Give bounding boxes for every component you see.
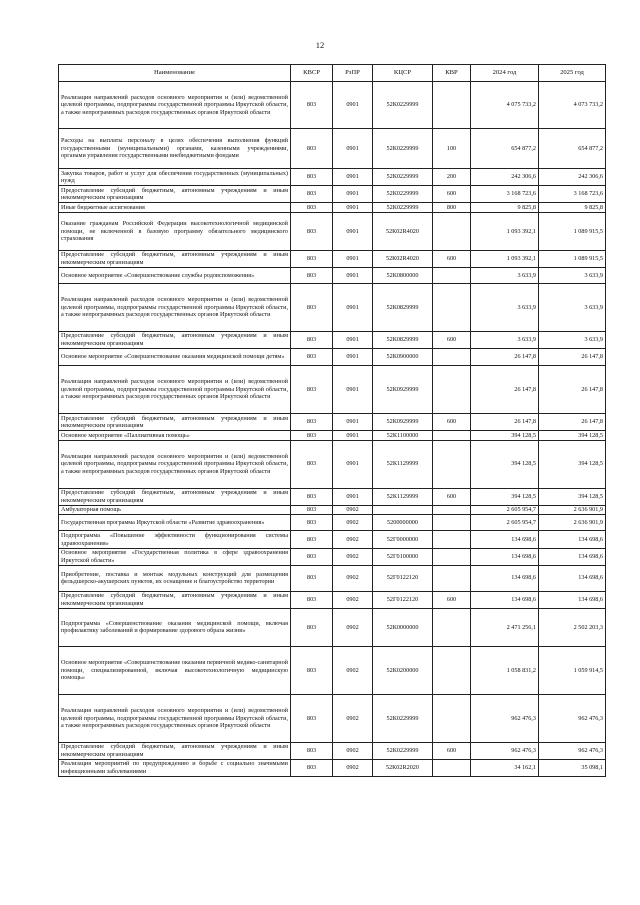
cell-y2024: 2 605 954,7 bbox=[471, 515, 539, 531]
cell-kvsr: 803 bbox=[291, 505, 333, 515]
cell-kvsr: 803 bbox=[291, 366, 333, 414]
cell-name: Основное мероприятие «Совершенствование оказания медицинской помощи детям» bbox=[59, 349, 291, 366]
cell-name: Реализация направлений расходов основного мероприятия и (или) ведомственной целевой программы, подпрограммы государственной программы Иркутской области, а также непрограммных расходов государственных органов Иркутской области bbox=[59, 366, 291, 414]
cell-kvsr: 803 bbox=[291, 531, 333, 548]
cell-kvsr: 803 bbox=[291, 186, 333, 203]
cell-kvr: 600 bbox=[433, 742, 471, 759]
cell-rzpr: 0902 bbox=[333, 608, 373, 646]
cell-kcsr: 52К0200000 bbox=[373, 646, 433, 694]
table-row bbox=[59, 366, 606, 414]
cell-rzpr: 0901 bbox=[333, 488, 373, 505]
cell-kcsr: 52К0800000 bbox=[373, 267, 433, 283]
cell-y2024: 134 698,6 bbox=[471, 591, 539, 608]
cell-y2024: 2 471 256,1 bbox=[471, 608, 539, 646]
cell-name: Оказание гражданам Российской Федерации высокотехнологичной медицинской помощи, не включенной в базовую программу обязательного медицинского страхования bbox=[59, 212, 291, 250]
cell-y2024: 2 605 954,7 bbox=[471, 505, 539, 515]
cell-kvsr: 803 bbox=[291, 283, 333, 331]
cell-kvr bbox=[433, 267, 471, 283]
cell-y2025: 242 306,6 bbox=[539, 169, 606, 186]
table-row bbox=[59, 431, 606, 441]
cell-kvsr: 803 bbox=[291, 488, 333, 505]
table-row bbox=[59, 212, 606, 250]
table-header-row bbox=[59, 65, 606, 82]
cell-y2025: 654 877,2 bbox=[539, 129, 606, 169]
cell-kvr bbox=[433, 82, 471, 129]
cell-name: Предоставление субсидий бюджетным, автономным учреждениям и иным некоммерческим организациям bbox=[59, 488, 291, 505]
cell-rzpr: 0901 bbox=[333, 186, 373, 203]
cell-y2025: 962 476,3 bbox=[539, 742, 606, 759]
cell-kcsr: 52К0929999 bbox=[373, 414, 433, 431]
cell-y2025: 3 168 723,6 bbox=[539, 186, 606, 203]
cell-kvsr: 803 bbox=[291, 250, 333, 267]
cell-kcsr: 52К0229999 bbox=[373, 742, 433, 759]
cell-y2024: 962 476,3 bbox=[471, 694, 539, 742]
cell-rzpr: 0901 bbox=[333, 169, 373, 186]
cell-y2024: 242 306,6 bbox=[471, 169, 539, 186]
cell-name: Приобретение, поставка и монтаж модульных конструкций для размещения фельдшерско-акушерских пунктов, их оснащение и благоустройство территории bbox=[59, 565, 291, 591]
cell-kvsr: 803 bbox=[291, 608, 333, 646]
cell-kcsr: 52К0229999 bbox=[373, 82, 433, 129]
cell-y2025: 394 128,5 bbox=[539, 488, 606, 505]
cell-kvr bbox=[433, 505, 471, 515]
cell-rzpr: 0901 bbox=[333, 267, 373, 283]
cell-y2024: 3 168 723,6 bbox=[471, 186, 539, 203]
cell-kvsr: 803 bbox=[291, 591, 333, 608]
cell-kvsr: 803 bbox=[291, 759, 333, 776]
cell-kvsr: 803 bbox=[291, 267, 333, 283]
cell-name: Предоставление субсидий бюджетным, автономным учреждениям и иным некоммерческим организациям bbox=[59, 591, 291, 608]
cell-y2025: 3 633,9 bbox=[539, 283, 606, 331]
cell-kvr bbox=[433, 694, 471, 742]
cell-kcsr: 52К02R4020 bbox=[373, 250, 433, 267]
cell-kvsr: 803 bbox=[291, 646, 333, 694]
cell-kvsr: 803 bbox=[291, 431, 333, 441]
cell-y2024: 3 633,9 bbox=[471, 267, 539, 283]
cell-kvsr: 803 bbox=[291, 694, 333, 742]
cell-name: Реализация направлений расходов основного мероприятия и (или) ведомственной целевой программы, подпрограммы государственной программы Иркутской области, а также непрограммных расходов государственных органов Иркутской области bbox=[59, 283, 291, 331]
table-row bbox=[59, 267, 606, 283]
cell-kvsr: 803 bbox=[291, 203, 333, 213]
cell-name: Государственная программа Иркутской области «Развитие здравоохранения» bbox=[59, 515, 291, 531]
cell-rzpr: 0901 bbox=[333, 283, 373, 331]
cell-name: Подпрограмма «Совершенствование оказания медицинской помощи, включая профилактику заболеваний и формирование здорового образа жизни» bbox=[59, 608, 291, 646]
cell-name: Закупка товаров, работ и услуг для обеспечения государственных (муниципальных) нужд bbox=[59, 169, 291, 186]
cell-kcsr: 5200000000 bbox=[373, 515, 433, 531]
cell-kvsr: 803 bbox=[291, 349, 333, 366]
cell-name: Предоставление субсидий бюджетным, автономным учреждениям и иным некоммерческим организациям bbox=[59, 414, 291, 431]
cell-y2024: 394 128,5 bbox=[471, 431, 539, 441]
cell-y2025: 2 502 203,3 bbox=[539, 608, 606, 646]
cell-name: Предоставление субсидий бюджетным, автономным учреждениям и иным некоммерческим организациям bbox=[59, 742, 291, 759]
cell-y2025: 35 098,1 bbox=[539, 759, 606, 776]
cell-rzpr: 0901 bbox=[333, 366, 373, 414]
cell-rzpr: 0901 bbox=[333, 82, 373, 129]
cell-kcsr: 52К0229999 bbox=[373, 169, 433, 186]
cell-kvr bbox=[433, 212, 471, 250]
cell-name: Реализация направлений расходов основного мероприятия и (или) ведомственной целевой программы, подпрограммы государственной программы Иркутской области, а также непрограммных расходов государственных органов Иркутской области bbox=[59, 694, 291, 742]
table-row bbox=[59, 565, 606, 591]
cell-kvr: 800 bbox=[433, 203, 471, 213]
table-row bbox=[59, 591, 606, 608]
cell-kvr: 600 bbox=[433, 250, 471, 267]
cell-y2025: 3 633,9 bbox=[539, 267, 606, 283]
cell-kvr: 200 bbox=[433, 169, 471, 186]
cell-y2025: 1 089 915,5 bbox=[539, 212, 606, 250]
cell-kvr bbox=[433, 349, 471, 366]
col-header-kvr: КВР bbox=[433, 65, 471, 82]
cell-kcsr: 52Г0122120 bbox=[373, 565, 433, 591]
cell-kvr bbox=[433, 548, 471, 565]
cell-y2025: 134 698,6 bbox=[539, 565, 606, 591]
cell-rzpr: 0901 bbox=[333, 331, 373, 348]
cell-rzpr: 0902 bbox=[333, 531, 373, 548]
col-header-kvsr: КВСР bbox=[291, 65, 333, 82]
cell-y2025: 2 636 901,9 bbox=[539, 505, 606, 515]
cell-y2024: 3 633,9 bbox=[471, 283, 539, 331]
table-row bbox=[59, 759, 606, 776]
table-row bbox=[59, 82, 606, 129]
cell-kvr: 600 bbox=[433, 591, 471, 608]
cell-kcsr: 52К0829999 bbox=[373, 331, 433, 348]
cell-y2025: 4 073 733,2 bbox=[539, 82, 606, 129]
cell-rzpr: 0902 bbox=[333, 759, 373, 776]
cell-y2024: 1 058 831,2 bbox=[471, 646, 539, 694]
table-row bbox=[59, 505, 606, 515]
cell-kvsr: 803 bbox=[291, 742, 333, 759]
table-body bbox=[59, 82, 606, 777]
cell-y2025: 134 698,6 bbox=[539, 531, 606, 548]
col-header-rzpr: РзПР bbox=[333, 65, 373, 82]
table-row bbox=[59, 129, 606, 169]
cell-name: Основное мероприятие «Совершенствование оказания первичной медико-санитарной помощи, специализированной, включая высокотехнологичную медицинскую помощь» bbox=[59, 646, 291, 694]
cell-kcsr: 52К0829999 bbox=[373, 283, 433, 331]
cell-rzpr: 0901 bbox=[333, 250, 373, 267]
table-row bbox=[59, 608, 606, 646]
cell-kcsr: 52К0929999 bbox=[373, 366, 433, 414]
cell-y2024: 34 162,1 bbox=[471, 759, 539, 776]
cell-y2025: 394 128,5 bbox=[539, 431, 606, 441]
cell-rzpr: 0902 bbox=[333, 515, 373, 531]
cell-kcsr: 52К0229999 bbox=[373, 203, 433, 213]
cell-kvr bbox=[433, 431, 471, 441]
cell-kcsr: 52К0229999 bbox=[373, 186, 433, 203]
cell-rzpr: 0901 bbox=[333, 349, 373, 366]
cell-name: Реализация направлений расходов основного мероприятия и (или) ведомственной целевой программы, подпрограммы государственной программы Иркутской области, а также непрограммных расходов государственных органов Иркутской области bbox=[59, 82, 291, 129]
cell-y2024: 9 825,8 bbox=[471, 203, 539, 213]
cell-kcsr: 52К0000000 bbox=[373, 608, 433, 646]
cell-kvr bbox=[433, 366, 471, 414]
cell-kvr bbox=[433, 565, 471, 591]
table-row bbox=[59, 548, 606, 565]
cell-kvr bbox=[433, 531, 471, 548]
cell-y2024: 394 128,5 bbox=[471, 440, 539, 488]
cell-y2024: 1 093 392,1 bbox=[471, 212, 539, 250]
cell-kcsr: 52К1100000 bbox=[373, 431, 433, 441]
budget-table bbox=[58, 64, 606, 777]
cell-kvr: 100 bbox=[433, 129, 471, 169]
cell-rzpr: 0902 bbox=[333, 591, 373, 608]
cell-name: Основное мероприятие «Паллиативная помощь» bbox=[59, 431, 291, 441]
col-header-2024: 2024 год bbox=[471, 65, 539, 82]
table-row bbox=[59, 331, 606, 348]
cell-name: Подпрограмма «Повышение эффективности функционирования системы здравоохранения» bbox=[59, 531, 291, 548]
cell-kvr: 600 bbox=[433, 331, 471, 348]
cell-kcsr: 52Г0122120 bbox=[373, 591, 433, 608]
cell-rzpr: 0901 bbox=[333, 431, 373, 441]
col-header-2025: 2025 год bbox=[539, 65, 606, 82]
cell-y2025: 26 147,8 bbox=[539, 366, 606, 414]
cell-kvr: 600 bbox=[433, 488, 471, 505]
cell-name: Предоставление субсидий бюджетным, автономным учреждениям и иным некоммерческим организациям bbox=[59, 331, 291, 348]
cell-kvr bbox=[433, 759, 471, 776]
cell-kvsr: 803 bbox=[291, 82, 333, 129]
cell-kvr bbox=[433, 440, 471, 488]
cell-rzpr: 0901 bbox=[333, 203, 373, 213]
cell-y2024: 134 698,6 bbox=[471, 548, 539, 565]
cell-rzpr: 0902 bbox=[333, 565, 373, 591]
cell-kvsr: 803 bbox=[291, 169, 333, 186]
cell-kvsr: 803 bbox=[291, 548, 333, 565]
table-row bbox=[59, 694, 606, 742]
cell-y2024: 26 147,8 bbox=[471, 414, 539, 431]
cell-kvsr: 803 bbox=[291, 565, 333, 591]
cell-kvsr: 803 bbox=[291, 331, 333, 348]
table-row bbox=[59, 203, 606, 213]
cell-kvr: 600 bbox=[433, 186, 471, 203]
cell-y2024: 3 633,9 bbox=[471, 331, 539, 348]
cell-y2025: 134 698,6 bbox=[539, 591, 606, 608]
col-header-name: Наименование bbox=[59, 65, 291, 82]
cell-y2024: 26 147,8 bbox=[471, 366, 539, 414]
table-row bbox=[59, 283, 606, 331]
cell-y2025: 134 698,6 bbox=[539, 548, 606, 565]
cell-y2024: 654 877,2 bbox=[471, 129, 539, 169]
cell-name: Основное мероприятие «Совершенствование службы родовспоможения» bbox=[59, 267, 291, 283]
cell-kcsr: 52К0229999 bbox=[373, 694, 433, 742]
page-number: 12 bbox=[315, 40, 325, 50]
table-row bbox=[59, 169, 606, 186]
cell-kvsr: 803 bbox=[291, 129, 333, 169]
cell-rzpr: 0901 bbox=[333, 440, 373, 488]
cell-name: Основное мероприятие «Государственная политика в сфере здравоохранения Иркутской области» bbox=[59, 548, 291, 565]
cell-kvr bbox=[433, 283, 471, 331]
cell-y2024: 394 128,5 bbox=[471, 488, 539, 505]
cell-name: Расходы на выплаты персоналу в целях обеспечения выполнения функций государственными (муниципальными) органами, казенными учреждениями, органами управления государственными внебюджетными фондами bbox=[59, 129, 291, 169]
cell-y2025: 1 059 914,5 bbox=[539, 646, 606, 694]
cell-y2025: 3 633,9 bbox=[539, 331, 606, 348]
cell-y2025: 2 636 901,9 bbox=[539, 515, 606, 531]
table-row bbox=[59, 186, 606, 203]
cell-y2025: 394 128,5 bbox=[539, 440, 606, 488]
cell-y2024: 1 093 392,1 bbox=[471, 250, 539, 267]
table-row bbox=[59, 646, 606, 694]
cell-name: Реализация направлений расходов основного мероприятия и (или) ведомственной целевой программы, подпрограммы государственной программы Иркутской области, а также непрограммных расходов государственных органов Иркутской области bbox=[59, 440, 291, 488]
cell-y2024: 26 147,8 bbox=[471, 349, 539, 366]
table-row bbox=[59, 531, 606, 548]
cell-rzpr: 0901 bbox=[333, 212, 373, 250]
table-row bbox=[59, 349, 606, 366]
table-row bbox=[59, 440, 606, 488]
cell-y2024: 4 075 733,2 bbox=[471, 82, 539, 129]
cell-rzpr: 0902 bbox=[333, 742, 373, 759]
cell-y2024: 962 476,3 bbox=[471, 742, 539, 759]
cell-kcsr: 52Г0000000 bbox=[373, 531, 433, 548]
cell-kvr: 600 bbox=[433, 414, 471, 431]
cell-y2025: 26 147,8 bbox=[539, 349, 606, 366]
cell-kvr bbox=[433, 646, 471, 694]
cell-y2025: 1 089 915,5 bbox=[539, 250, 606, 267]
cell-kcsr: 52К1129999 bbox=[373, 440, 433, 488]
cell-y2024: 134 698,6 bbox=[471, 565, 539, 591]
cell-rzpr: 0902 bbox=[333, 548, 373, 565]
cell-y2025: 26 147,8 bbox=[539, 414, 606, 431]
cell-rzpr: 0902 bbox=[333, 505, 373, 515]
cell-y2024: 134 698,6 bbox=[471, 531, 539, 548]
cell-rzpr: 0901 bbox=[333, 129, 373, 169]
cell-kcsr: 52К0229999 bbox=[373, 129, 433, 169]
table-row bbox=[59, 488, 606, 505]
cell-kcsr: 52Г0100000 bbox=[373, 548, 433, 565]
cell-rzpr: 0901 bbox=[333, 414, 373, 431]
col-header-kcsr: КЦСР bbox=[373, 65, 433, 82]
cell-name: Реализация мероприятий по предупреждению и борьбе с социально значимыми инфекционными заболеваниями bbox=[59, 759, 291, 776]
table-row bbox=[59, 515, 606, 531]
cell-kvsr: 803 bbox=[291, 414, 333, 431]
cell-y2025: 962 476,3 bbox=[539, 694, 606, 742]
cell-name: Амбулаторная помощь bbox=[59, 505, 291, 515]
table-row bbox=[59, 742, 606, 759]
table-row bbox=[59, 414, 606, 431]
cell-rzpr: 0902 bbox=[333, 694, 373, 742]
cell-kvr bbox=[433, 515, 471, 531]
cell-kcsr: 52К1129999 bbox=[373, 488, 433, 505]
cell-rzpr: 0902 bbox=[333, 646, 373, 694]
cell-kcsr: 52К02R4020 bbox=[373, 212, 433, 250]
cell-name: Иные бюджетные ассигнования bbox=[59, 203, 291, 213]
cell-kcsr bbox=[373, 505, 433, 515]
cell-kvsr: 803 bbox=[291, 515, 333, 531]
cell-kvsr: 803 bbox=[291, 440, 333, 488]
cell-kcsr: 52К0900000 bbox=[373, 349, 433, 366]
cell-name: Предоставление субсидий бюджетным, автономным учреждениям и иным некоммерческим организациям bbox=[59, 186, 291, 203]
cell-y2025: 9 825,8 bbox=[539, 203, 606, 213]
cell-name: Предоставление субсидий бюджетным, автономным учреждениям и иным некоммерческим организациям bbox=[59, 250, 291, 267]
cell-kvr bbox=[433, 608, 471, 646]
table-row bbox=[59, 250, 606, 267]
cell-kvsr: 803 bbox=[291, 212, 333, 250]
cell-kcsr: 52К02R2020 bbox=[373, 759, 433, 776]
